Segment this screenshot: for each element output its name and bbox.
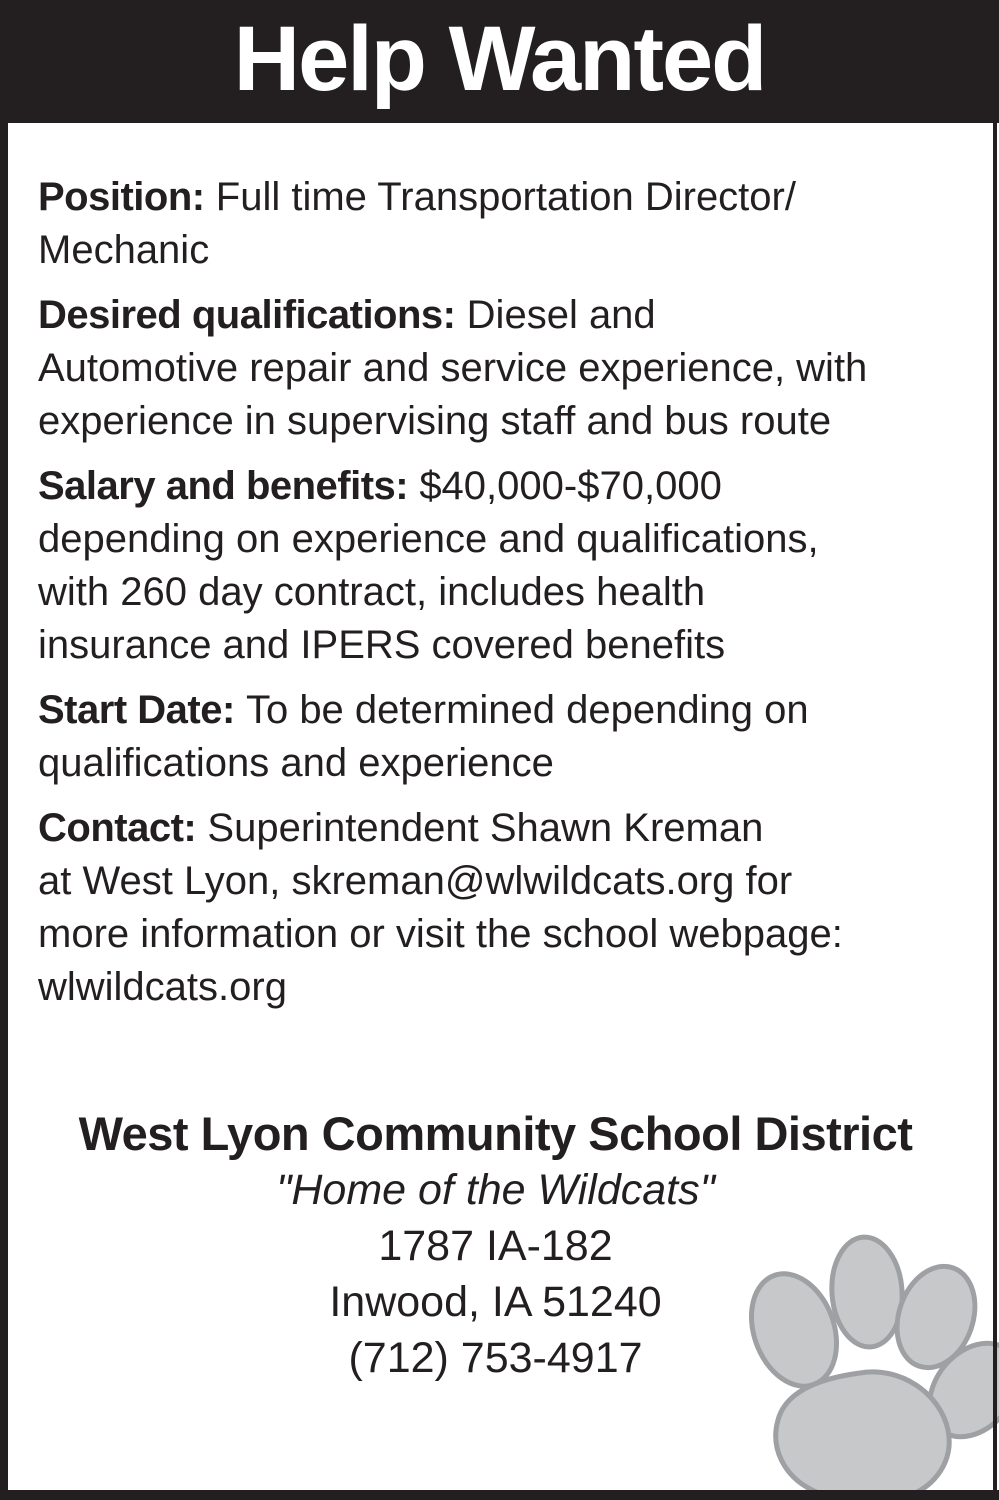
qualifications-text: Automotive repair and service experience, with [38, 346, 868, 390]
qualifications-text: Diesel and [466, 293, 656, 337]
frame-border-right [993, 123, 997, 1500]
ad-title: Help Wanted [233, 7, 766, 110]
position-label: Position: [38, 175, 205, 219]
paragraph-qualifications [38, 289, 953, 448]
start-date-label: Start Date: [38, 688, 235, 732]
paragraph-contact [38, 802, 953, 1014]
paragraph-position [38, 171, 953, 277]
paragraph-start-date [38, 684, 953, 790]
paragraph-salary [38, 460, 953, 672]
salary-text: depending on experience and qualifications, [38, 517, 819, 561]
contact-text: Superintendent Shawn Kreman [207, 806, 764, 850]
school-address-city: Inwood, IA 51240 [329, 1278, 662, 1326]
start-date-text: To be determined depending on [245, 688, 809, 732]
start-date-text: qualifications and experience [38, 741, 554, 785]
ad-body [8, 123, 993, 1386]
contact-text: at West Lyon, skreman@wlwildcats.org for [38, 859, 793, 903]
contact-text: more information or visit the school webpage: [38, 912, 843, 956]
contact-website: wlwildcats.org [38, 965, 287, 1009]
school-tagline: "Home of the Wildcats" [276, 1166, 715, 1214]
ad-header-banner [0, 0, 999, 123]
frame-border-left [0, 123, 8, 1500]
school-phone: (712) 753-4917 [348, 1334, 643, 1382]
salary-text: insurance and IPERS covered benefits [38, 623, 726, 667]
salary-label: Salary and benefits: [38, 464, 409, 508]
frame-border-bottom [0, 1490, 999, 1500]
school-district-name: West Lyon Community School District [78, 1107, 913, 1160]
school-info-block [38, 1106, 953, 1386]
salary-text: with 260 day contract, includes health [38, 570, 706, 614]
contact-label: Contact: [38, 806, 197, 850]
qualifications-text: experience in supervising staff and bus route [38, 399, 832, 443]
school-address-street: 1787 IA-182 [378, 1222, 613, 1270]
position-text: Mechanic [38, 228, 210, 272]
salary-text: $40,000-$70,000 [419, 464, 722, 508]
position-text: Full time Transportation Director/ [215, 175, 796, 219]
qualifications-label: Desired qualifications: [38, 293, 456, 337]
